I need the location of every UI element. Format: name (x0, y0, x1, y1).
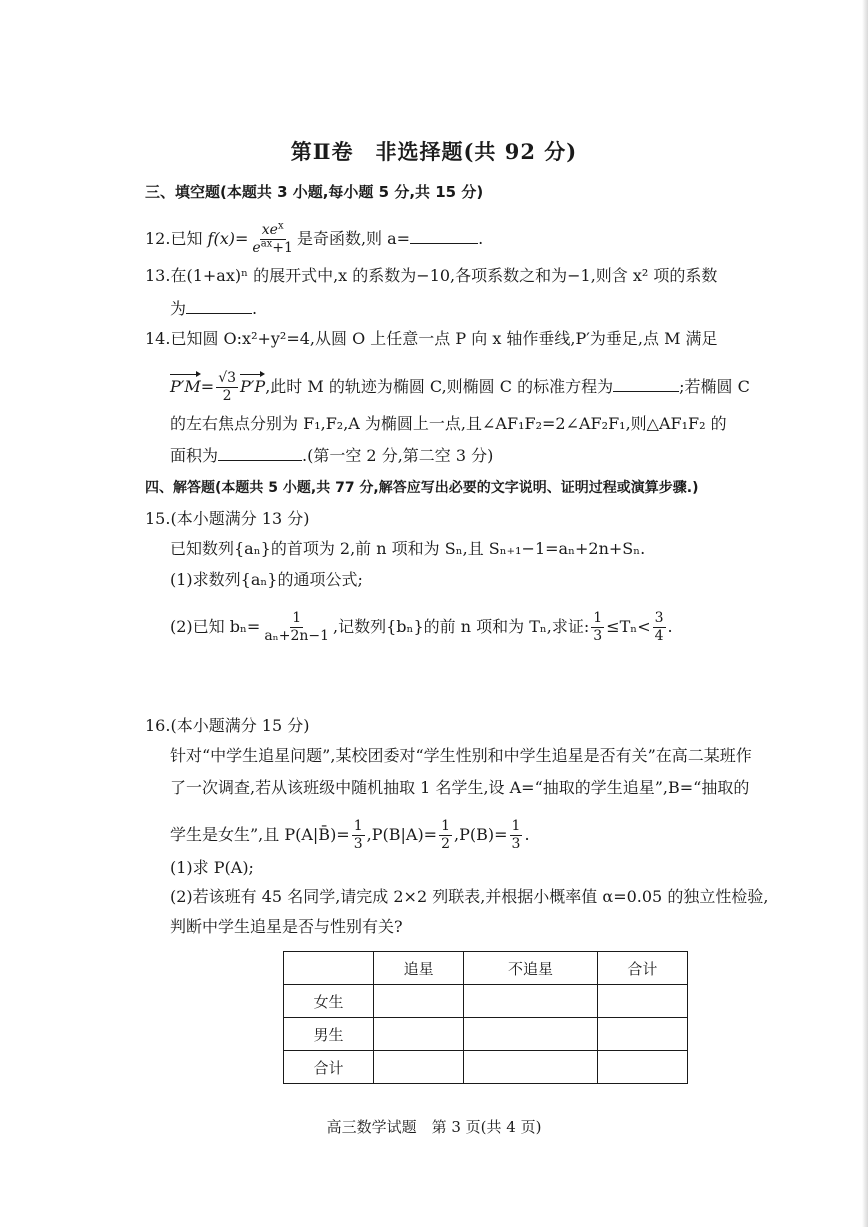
q12-prefix: 12.已知 (145, 229, 208, 248)
page-edge-shadow (862, 0, 868, 1227)
question-16-part2-line1: (2)若该班有 45 名同学,请完成 2×2 列联表,并根据小概率值 α=0.05 的独立性检验, (170, 887, 769, 906)
question-13-line2: 为 . (170, 299, 258, 318)
table-cell: 追星 (374, 952, 464, 985)
question-16-part2-line2: 判断中学生追星是否与性别有关? (170, 917, 403, 936)
table-cell[interactable] (597, 1018, 687, 1051)
q12-answer-blank[interactable] (410, 229, 478, 244)
question-15-line1: 已知数列{aₙ}的首项为 2,前 n 项和为 Sₙ,且 Sₙ₊₁−1=aₙ+2n+Sₙ. (170, 539, 646, 558)
contingency-table (283, 951, 688, 1084)
q14-fraction: $\frac{√3}{2}$ (218, 370, 237, 404)
row-label: 男生 (284, 1018, 374, 1051)
row-label: 女生 (284, 985, 374, 1018)
vector-pm: P′M (170, 377, 201, 396)
table-cell[interactable] (464, 985, 598, 1018)
question-13-line1: 13.在(1+ax)ⁿ 的展开式中,x 的系数为−10,各项系数之和为−1,则含 x² 项的系数 (145, 266, 718, 285)
row-label: 合计 (284, 1051, 374, 1084)
table-cell[interactable] (464, 1051, 598, 1084)
table-row (284, 985, 688, 1018)
question-14-line4: 面积为 .(第一空 2 分,第二空 3 分) (170, 446, 494, 465)
table-cell[interactable] (374, 985, 464, 1018)
question-15-part1: (1)求数列{aₙ}的通项公式; (170, 570, 363, 589)
question-14-line1: 14.已知圆 O:x²+y²=4,从圆 O 上任意一点 P 向 x 轴作垂线,P′为垂足,点 M 满足 (145, 329, 718, 348)
q15-b-fraction: $\frac{1}{\text{aₙ+2n−1}}$ (264, 610, 330, 644)
table-cell[interactable] (464, 1018, 598, 1051)
question-16-line1: 针对“中学生追星问题”,某校团委对“学生性别和中学生追星是否有关”在高二某班作 (170, 746, 752, 765)
table-cell (284, 952, 374, 985)
table-header-row (284, 952, 688, 985)
section3-heading: 三、填空题(本题共 3 小题,每小题 5 分,共 15 分) (145, 183, 484, 201)
part-title: 第Ⅱ卷 非选择题(共 92 分) (290, 139, 578, 164)
question-16-line3: 学生是女生”,且 P(A|B̄)= $\frac{1}{3}$ ,P(B|A)= $\frac{1}{2}$ ,P(B)= $\frac{1}{3}$ . (170, 818, 530, 852)
table-row (284, 1051, 688, 1084)
question-16-line2: 了一次调查,若从该班级中随机抽取 1 名学生,设 A=“抽取的学生追星”,B=“抽取的 (170, 778, 750, 797)
q13-answer-blank[interactable] (186, 299, 252, 314)
question-15-head: 15.(本小题满分 13 分) (145, 509, 310, 528)
page-footer: 高三数学试题 第 3 页(共 4 页) (326, 1118, 542, 1136)
q12-function: f(x)= (207, 229, 249, 248)
question-16-head: 16.(本小题满分 15 分) (145, 716, 310, 735)
question-15-part2: (2)已知 bₙ= $\frac{1}{\text{aₙ+2n−1}}$ ,记数列{bₙ}的前 n 项和为 Tₙ,求证: $\frac{1}{3}$ ≤Tₙ< $\frac{3}{4}$ . (170, 610, 673, 644)
question-14-line2: P′M= $\frac{√3}{2}$ P′P,此时 M 的轨迹为椭圆 C,则椭圆 C 的标准方程为 ;若椭圆 C (170, 370, 750, 404)
table-cell: 合计 (597, 952, 687, 985)
vector-pp: P′P (240, 377, 266, 396)
question-14-line3: 的左右焦点分别为 F₁,F₂,A 为椭圆上一点,且∠AF₁F₂=2∠AF₂F₁,则△AF₁F₂ 的 (170, 414, 727, 433)
table-cell[interactable] (374, 1018, 464, 1051)
table-cell[interactable] (597, 985, 687, 1018)
q12-text: 是奇函数,则 a= (296, 229, 411, 248)
q12-fraction: $\frac{xe^x}{e^{ax}+1}$ (252, 220, 293, 256)
q14-answer-blank-1[interactable] (613, 377, 679, 392)
table-cell[interactable] (374, 1051, 464, 1084)
q14-answer-blank-2[interactable] (218, 446, 302, 461)
table-row (284, 1018, 688, 1051)
question-16-part1: (1)求 P(A); (170, 858, 254, 877)
table-cell: 不追星 (464, 952, 598, 985)
section4-heading: 四、解答题(本题共 5 小题,共 77 分,解答应写出必要的文字说明、证明过程或演算步骤.) (145, 480, 699, 496)
question-12: 12.已知 f(x)= $\frac{xe^x}{e^{ax}+1}$ 是奇函数,则 a= . (145, 220, 484, 256)
table-cell[interactable] (597, 1051, 687, 1084)
